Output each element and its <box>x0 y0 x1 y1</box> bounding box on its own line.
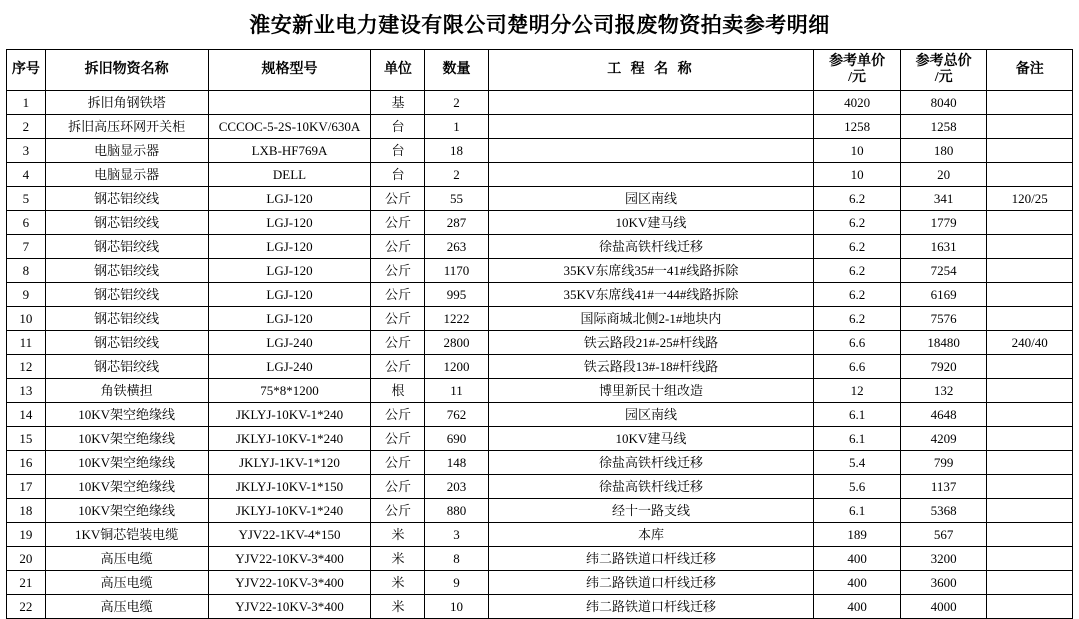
cell-seq: 19 <box>7 523 46 547</box>
cell-remark <box>987 475 1073 499</box>
cell-seq: 9 <box>7 283 46 307</box>
column-header-unit-price-line1: 参考单价 <box>829 53 886 69</box>
table-row <box>7 259 1073 283</box>
cell-project: 园区南线 <box>488 403 814 427</box>
cell-total-price: 4000 <box>900 595 987 619</box>
cell-total-price: 3200 <box>900 547 987 571</box>
cell-unit-price: 1258 <box>814 115 901 139</box>
cell-remark <box>987 235 1073 259</box>
cell-seq: 4 <box>7 163 46 187</box>
cell-seq: 20 <box>7 547 46 571</box>
cell-name: 10KV架空绝缘线 <box>45 403 208 427</box>
cell-spec <box>208 91 371 115</box>
cell-unit: 公斤 <box>371 307 425 331</box>
column-header-seq: 序号 <box>7 50 46 91</box>
cell-name: 拆旧角钢铁塔 <box>45 91 208 115</box>
table-header-row <box>7 50 1073 91</box>
cell-remark <box>987 499 1073 523</box>
table-row <box>7 595 1073 619</box>
cell-name: 钢芯铝绞线 <box>45 211 208 235</box>
cell-total-price: 567 <box>900 523 987 547</box>
cell-project: 铁云路段13#-18#杆线路 <box>488 355 814 379</box>
cell-project: 10KV建马线 <box>488 427 814 451</box>
table-row <box>7 475 1073 499</box>
cell-seq: 12 <box>7 355 46 379</box>
cell-name: 钢芯铝绞线 <box>45 331 208 355</box>
cell-unit: 米 <box>371 547 425 571</box>
cell-qty: 8 <box>425 547 488 571</box>
cell-spec: LGJ-240 <box>208 355 371 379</box>
cell-remark <box>987 115 1073 139</box>
cell-unit-price: 400 <box>814 571 901 595</box>
cell-total-price: 341 <box>900 187 987 211</box>
cell-remark <box>987 307 1073 331</box>
cell-seq: 21 <box>7 571 46 595</box>
table-row <box>7 499 1073 523</box>
cell-seq: 22 <box>7 595 46 619</box>
cell-seq: 14 <box>7 403 46 427</box>
cell-qty: 995 <box>425 283 488 307</box>
cell-seq: 3 <box>7 139 46 163</box>
table-row <box>7 331 1073 355</box>
cell-name: 高压电缆 <box>45 547 208 571</box>
cell-unit-price: 6.2 <box>814 259 901 283</box>
cell-total-price: 5368 <box>900 499 987 523</box>
cell-spec: LGJ-120 <box>208 211 371 235</box>
cell-project: 本库 <box>488 523 814 547</box>
cell-project: 徐盐高铁杆线迁移 <box>488 235 814 259</box>
cell-seq: 1 <box>7 91 46 115</box>
cell-name: 钢芯铝绞线 <box>45 235 208 259</box>
cell-qty: 2 <box>425 163 488 187</box>
column-header-total-price-line2: /元 <box>934 70 953 85</box>
cell-spec: LGJ-240 <box>208 331 371 355</box>
cell-project: 徐盐高铁杆线迁移 <box>488 451 814 475</box>
cell-spec: 75*8*1200 <box>208 379 371 403</box>
cell-unit-price: 6.1 <box>814 403 901 427</box>
cell-qty: 55 <box>425 187 488 211</box>
cell-remark <box>987 355 1073 379</box>
cell-project: 经十一路支线 <box>488 499 814 523</box>
cell-unit-price: 6.2 <box>814 235 901 259</box>
cell-seq: 5 <box>7 187 46 211</box>
table-row <box>7 235 1073 259</box>
cell-remark: 240/40 <box>987 331 1073 355</box>
table-row <box>7 571 1073 595</box>
cell-unit: 公斤 <box>371 451 425 475</box>
cell-spec: YJV22-10KV-3*400 <box>208 595 371 619</box>
cell-name: 10KV架空绝缘线 <box>45 499 208 523</box>
cell-spec: DELL <box>208 163 371 187</box>
table-row <box>7 379 1073 403</box>
column-header-qty: 数量 <box>425 50 488 91</box>
cell-unit: 台 <box>371 163 425 187</box>
cell-qty: 148 <box>425 451 488 475</box>
cell-total-price: 4209 <box>900 427 987 451</box>
cell-total-price: 6169 <box>900 283 987 307</box>
table-row <box>7 187 1073 211</box>
cell-unit: 基 <box>371 91 425 115</box>
cell-spec: LGJ-120 <box>208 307 371 331</box>
cell-spec: YJV22-10KV-3*400 <box>208 571 371 595</box>
cell-seq: 18 <box>7 499 46 523</box>
page-title: 淮安新业电力建设有限公司楚明分公司报废物资拍卖参考明细 <box>249 13 830 37</box>
table-row <box>7 139 1073 163</box>
cell-unit: 米 <box>371 523 425 547</box>
cell-project: 纬二路铁道口杆线迁移 <box>488 571 814 595</box>
cell-name: 高压电缆 <box>45 571 208 595</box>
cell-unit-price: 189 <box>814 523 901 547</box>
cell-total-price: 1779 <box>900 211 987 235</box>
cell-total-price: 7576 <box>900 307 987 331</box>
column-header-spec: 规格型号 <box>208 50 371 91</box>
cell-spec: LGJ-120 <box>208 187 371 211</box>
cell-spec: LGJ-120 <box>208 235 371 259</box>
cell-unit-price: 5.4 <box>814 451 901 475</box>
cell-project: 徐盐高铁杆线迁移 <box>488 475 814 499</box>
cell-unit-price: 6.6 <box>814 331 901 355</box>
cell-total-price: 1258 <box>900 115 987 139</box>
cell-unit-price: 10 <box>814 139 901 163</box>
cell-project: 35KV东席线35#一41#线路拆除 <box>488 259 814 283</box>
cell-name: 拆旧高压环网开关柜 <box>45 115 208 139</box>
cell-remark <box>987 403 1073 427</box>
cell-qty: 1 <box>425 115 488 139</box>
cell-name: 10KV架空绝缘线 <box>45 475 208 499</box>
column-header-unit-price-line2: /元 <box>848 70 867 85</box>
cell-unit: 公斤 <box>371 331 425 355</box>
cell-project: 35KV东席线41#一44#线路拆除 <box>488 283 814 307</box>
cell-spec: YJV22-1KV-4*150 <box>208 523 371 547</box>
column-header-total-price <box>900 50 987 91</box>
cell-unit: 公斤 <box>371 187 425 211</box>
cell-remark <box>987 139 1073 163</box>
cell-remark <box>987 211 1073 235</box>
cell-spec: JKLYJ-10KV-1*240 <box>208 499 371 523</box>
cell-spec: CCCOC-5-2S-10KV/630A <box>208 115 371 139</box>
cell-unit-price: 6.2 <box>814 283 901 307</box>
cell-remark <box>987 283 1073 307</box>
cell-remark <box>987 547 1073 571</box>
cell-spec: YJV22-10KV-3*400 <box>208 547 371 571</box>
cell-remark <box>987 427 1073 451</box>
cell-qty: 3 <box>425 523 488 547</box>
cell-project <box>488 163 814 187</box>
cell-spec: JKLYJ-10KV-1*240 <box>208 427 371 451</box>
cell-total-price: 1631 <box>900 235 987 259</box>
cell-seq: 8 <box>7 259 46 283</box>
cell-name: 钢芯铝绞线 <box>45 283 208 307</box>
cell-spec: LXB-HF769A <box>208 139 371 163</box>
cell-qty: 9 <box>425 571 488 595</box>
cell-unit-price: 6.1 <box>814 499 901 523</box>
cell-unit: 公斤 <box>371 355 425 379</box>
cell-project <box>488 115 814 139</box>
cell-spec: LGJ-120 <box>208 259 371 283</box>
cell-unit-price: 6.2 <box>814 187 901 211</box>
cell-name: 1KV铜芯铠装电缆 <box>45 523 208 547</box>
cell-unit: 根 <box>371 379 425 403</box>
cell-remark <box>987 595 1073 619</box>
column-header-name: 拆旧物资名称 <box>45 50 208 91</box>
cell-qty: 11 <box>425 379 488 403</box>
cell-unit-price: 5.6 <box>814 475 901 499</box>
cell-remark <box>987 571 1073 595</box>
cell-unit: 公斤 <box>371 427 425 451</box>
cell-name: 角铁横担 <box>45 379 208 403</box>
cell-qty: 2800 <box>425 331 488 355</box>
cell-unit-price: 6.6 <box>814 355 901 379</box>
cell-unit-price: 12 <box>814 379 901 403</box>
cell-total-price: 180 <box>900 139 987 163</box>
cell-name: 电脑显示器 <box>45 139 208 163</box>
cell-unit: 台 <box>371 115 425 139</box>
cell-total-price: 18480 <box>900 331 987 355</box>
cell-seq: 17 <box>7 475 46 499</box>
cell-remark: 120/25 <box>987 187 1073 211</box>
cell-qty: 1222 <box>425 307 488 331</box>
cell-qty: 1170 <box>425 259 488 283</box>
cell-seq: 15 <box>7 427 46 451</box>
cell-total-price: 7254 <box>900 259 987 283</box>
cell-project: 国际商城北侧2-1#地块内 <box>488 307 814 331</box>
cell-project: 纬二路铁道口杆线迁移 <box>488 547 814 571</box>
table-row <box>7 91 1073 115</box>
cell-qty: 762 <box>425 403 488 427</box>
cell-project: 园区南线 <box>488 187 814 211</box>
cell-remark <box>987 451 1073 475</box>
cell-unit: 公斤 <box>371 211 425 235</box>
cell-total-price: 132 <box>900 379 987 403</box>
table-row <box>7 163 1073 187</box>
cell-seq: 16 <box>7 451 46 475</box>
cell-seq: 10 <box>7 307 46 331</box>
cell-qty: 10 <box>425 595 488 619</box>
cell-qty: 263 <box>425 235 488 259</box>
table-row <box>7 451 1073 475</box>
cell-project: 博里新民十组改造 <box>488 379 814 403</box>
cell-unit: 公斤 <box>371 475 425 499</box>
cell-spec: JKLYJ-10KV-1*150 <box>208 475 371 499</box>
cell-qty: 2 <box>425 91 488 115</box>
table-row <box>7 403 1073 427</box>
cell-project <box>488 139 814 163</box>
cell-project: 纬二路铁道口杆线迁移 <box>488 595 814 619</box>
table-body <box>7 91 1073 619</box>
cell-name: 钢芯铝绞线 <box>45 307 208 331</box>
table-row <box>7 283 1073 307</box>
cell-project: 铁云路段21#-25#杆线路 <box>488 331 814 355</box>
cell-remark <box>987 523 1073 547</box>
cell-unit: 米 <box>371 571 425 595</box>
cell-spec: JKLYJ-1KV-1*120 <box>208 451 371 475</box>
cell-unit: 公斤 <box>371 403 425 427</box>
cell-total-price: 8040 <box>900 91 987 115</box>
column-header-remark: 备注 <box>987 50 1073 91</box>
cell-qty: 18 <box>425 139 488 163</box>
cell-unit-price: 400 <box>814 595 901 619</box>
cell-spec: LGJ-120 <box>208 283 371 307</box>
cell-total-price: 1137 <box>900 475 987 499</box>
cell-unit: 台 <box>371 139 425 163</box>
table-row <box>7 547 1073 571</box>
cell-unit: 公斤 <box>371 235 425 259</box>
table-row <box>7 211 1073 235</box>
table-row <box>7 115 1073 139</box>
column-header-total-price-line1: 参考总价 <box>915 53 972 69</box>
cell-seq: 2 <box>7 115 46 139</box>
column-header-unit: 单位 <box>371 50 425 91</box>
cell-qty: 287 <box>425 211 488 235</box>
cell-project <box>488 91 814 115</box>
cell-total-price: 4648 <box>900 403 987 427</box>
cell-spec: JKLYJ-10KV-1*240 <box>208 403 371 427</box>
cell-name: 高压电缆 <box>45 595 208 619</box>
cell-unit: 米 <box>371 595 425 619</box>
cell-remark <box>987 163 1073 187</box>
cell-unit: 公斤 <box>371 283 425 307</box>
cell-remark <box>987 259 1073 283</box>
column-header-project: 工 程 名 称 <box>488 50 814 91</box>
cell-name: 10KV架空绝缘线 <box>45 427 208 451</box>
cell-unit: 公斤 <box>371 499 425 523</box>
cell-name: 10KV架空绝缘线 <box>45 451 208 475</box>
cell-seq: 7 <box>7 235 46 259</box>
cell-qty: 690 <box>425 427 488 451</box>
cell-remark <box>987 91 1073 115</box>
cell-name: 钢芯铝绞线 <box>45 259 208 283</box>
cell-unit-price: 10 <box>814 163 901 187</box>
cell-unit-price: 6.2 <box>814 307 901 331</box>
table-row <box>7 307 1073 331</box>
cell-total-price: 799 <box>900 451 987 475</box>
cell-total-price: 20 <box>900 163 987 187</box>
cell-seq: 11 <box>7 331 46 355</box>
asset-auction-table <box>6 49 1073 619</box>
cell-project: 10KV建马线 <box>488 211 814 235</box>
cell-qty: 1200 <box>425 355 488 379</box>
cell-unit-price: 6.1 <box>814 427 901 451</box>
table-row <box>7 355 1073 379</box>
cell-unit: 公斤 <box>371 259 425 283</box>
cell-total-price: 3600 <box>900 571 987 595</box>
cell-seq: 6 <box>7 211 46 235</box>
cell-unit-price: 4020 <box>814 91 901 115</box>
cell-remark <box>987 379 1073 403</box>
cell-unit-price: 6.2 <box>814 211 901 235</box>
column-header-unit-price <box>814 50 901 91</box>
cell-qty: 203 <box>425 475 488 499</box>
cell-name: 钢芯铝绞线 <box>45 355 208 379</box>
cell-name: 电脑显示器 <box>45 163 208 187</box>
table-row <box>7 523 1073 547</box>
cell-name: 钢芯铝绞线 <box>45 187 208 211</box>
cell-total-price: 7920 <box>900 355 987 379</box>
cell-unit-price: 400 <box>814 547 901 571</box>
cell-seq: 13 <box>7 379 46 403</box>
table-row <box>7 427 1073 451</box>
cell-qty: 880 <box>425 499 488 523</box>
